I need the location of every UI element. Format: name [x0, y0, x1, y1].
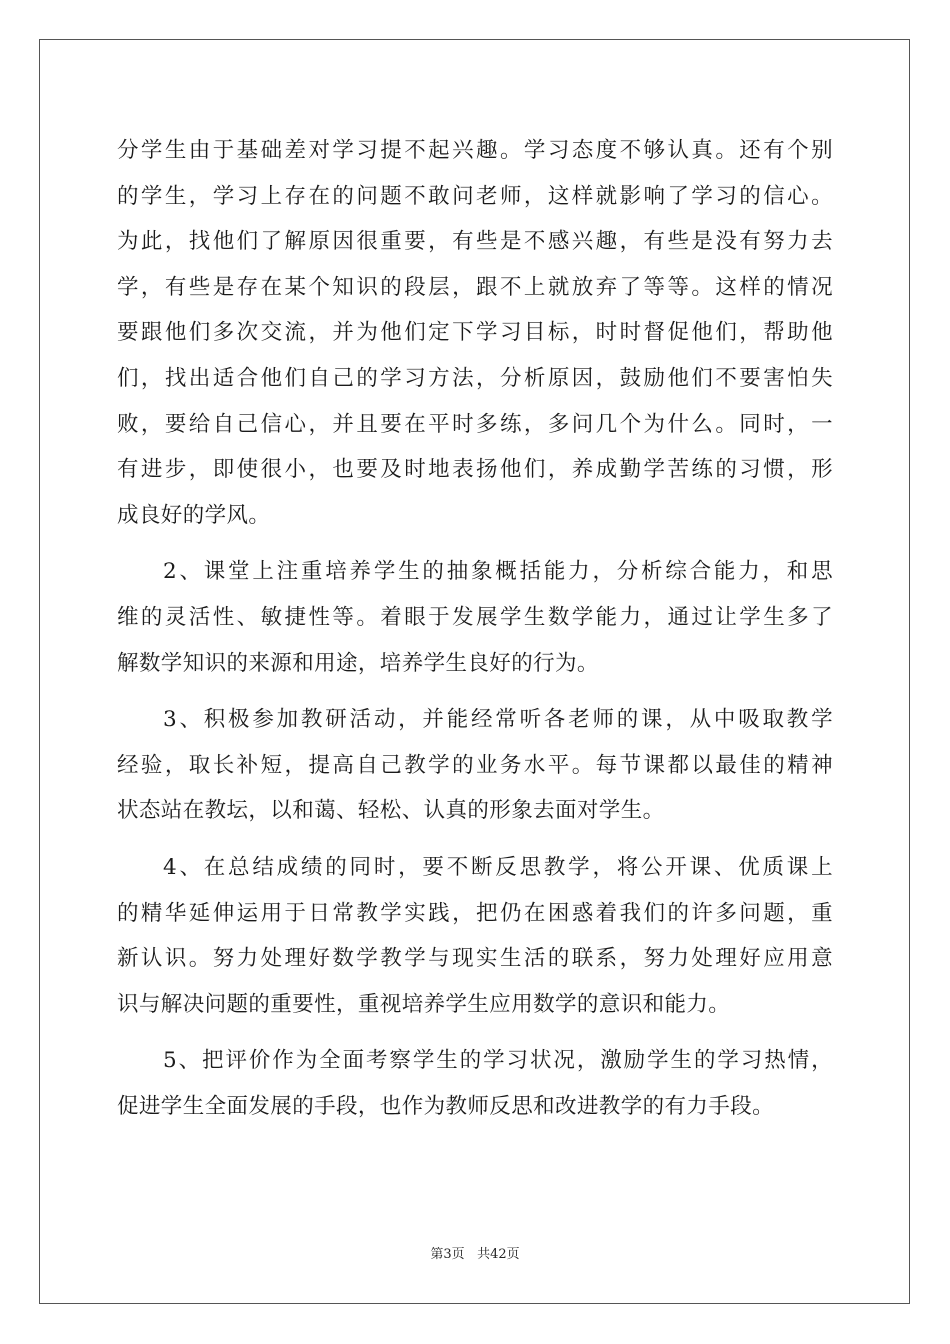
text-line: 4、在总结成绩的同时，要不断反思教学，将公开课、优质课上: [163, 854, 833, 880]
paragraph-1: [117, 128, 833, 538]
paragraph-3: [117, 697, 833, 834]
text-line: 3、积极参加教研活动，并能经常听各老师的课，从中吸取教学: [163, 707, 833, 733]
text-line: 2、课堂上注重培养学生的抽象概括能力，分析综合能力，和思: [163, 559, 833, 585]
text-line: 分学生由于基础差对学习提不起兴趣。学习态度不够认真。还有个别: [117, 138, 833, 163]
document-body: [117, 128, 833, 1129]
text-line: 维的灵活性、敏捷性等。着眼于发展学生数学能力，通过让学生多了: [117, 604, 833, 630]
paragraph-4: [117, 845, 833, 1027]
text-line: 败，要给自己信心，并且要在平时多练，多问几个为什么。同时，一: [117, 411, 833, 437]
text-line: 的精华延伸运用于日常教学实践，把仍在困惑着我们的许多问题，重: [117, 900, 833, 926]
text-line: 解数学知识的来源和用途，培养学生良好的行为。: [117, 650, 599, 676]
text-line: 新认识。努力处理好数学教学与现实生活的联系，努力处理好应用意: [117, 946, 833, 972]
text-line: 成良好的学风。: [117, 502, 271, 528]
text-line: 促进学生全面发展的手段，也作为教师反思和改进教学的有力手段。: [117, 1093, 775, 1119]
text-line: 为此，找他们了解原因很重要，有些是不感兴趣，有些是没有努力去: [117, 229, 833, 255]
text-line: 有进步，即使很小，也要及时地表扬他们，养成勤学苦练的习惯，形: [117, 457, 833, 483]
text-line: 5、把评价作为全面考察学生的学习状况，激励学生的学习热情，: [163, 1048, 833, 1074]
paragraph-5: [117, 1038, 833, 1129]
paragraph-2: [117, 549, 833, 686]
text-line: 识与解决问题的重要性，重视培养学生应用数学的意识和能力。: [117, 991, 731, 1017]
text-line: 的学生，学习上存在的问题不敢问老师，这样就影响了学习的信心。: [117, 183, 833, 209]
text-line: 学，有些是存在某个知识的段层，跟不上就放弃了等等。这样的情况: [117, 274, 833, 300]
page-total: 共42页: [477, 1247, 520, 1262]
text-line: 们，找出适合他们自己的学习方法，分析原因，鼓励他们不要害怕失: [117, 365, 833, 391]
text-line: 经验，取长补短，提高自己教学的业务水平。每节课都以最佳的精神: [117, 752, 833, 778]
text-line: 状态站在教坛，以和蔼、轻松、认真的形象去面对学生。: [117, 798, 665, 824]
page-footer: [0, 1246, 950, 1264]
page-number: 第3页: [430, 1247, 465, 1262]
text-line: 要跟他们多次交流，并为他们定下学习目标，时时督促他们，帮助他: [117, 320, 833, 346]
